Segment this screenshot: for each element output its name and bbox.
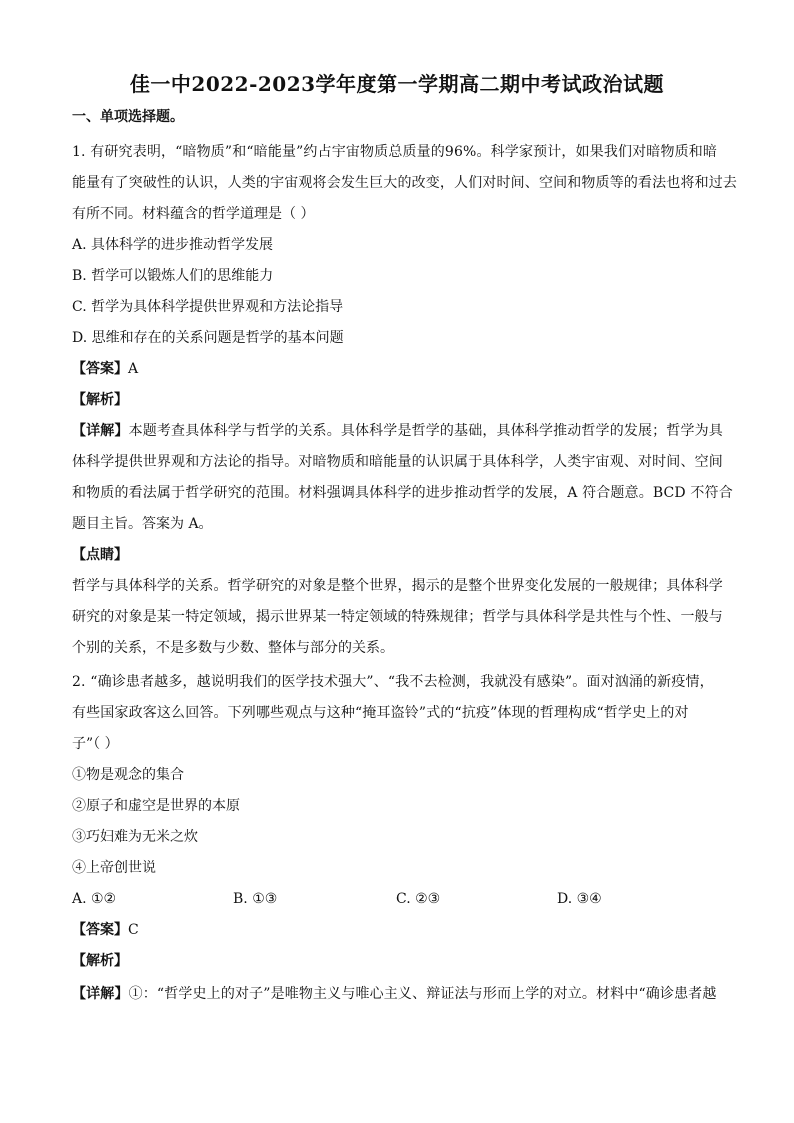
q1-option-a: A. 具体科学的进步推动哲学发展 [72, 237, 274, 253]
q1-option-d: D. 思维和存在的关系问题是哲学的基本问题 [72, 330, 344, 346]
detail-label: 【详解】 [72, 423, 129, 439]
q1-stem-line-3: 有所不同。材料蕴含的哲学道理是（ ） [72, 206, 315, 222]
q2-analysis-label: 【解析】 [72, 953, 128, 969]
q1-stem-line-2: 能量有了突破性的认识，人类的宇宙观将会发生巨大的改变，人们对时间、空间和物质等的看法也将和过去 [72, 175, 738, 191]
answer-label: 【答案】 [72, 922, 128, 938]
q1-tip-line-2: 研究的对象是某一特定领域，揭示世界某一特定领域的特殊规律；哲学与具体科学是共性与个性、一般与 [72, 609, 723, 625]
q2-choice-d: D. ③④ [557, 891, 602, 907]
detail-text: ①：“哲学史上的对子”是唯物主义与唯心主义、辩证法与形而上学的对立。材料中“确诊患者越 [128, 986, 717, 1002]
answer-value: C [128, 922, 139, 938]
q1-stem-line-1: 1. 有研究表明，“暗物质”和“暗能量”约占宇宙物质总质量的96%。科学家预计，如果我们对暗物质和暗 [72, 144, 718, 160]
q2-answer [72, 921, 722, 939]
q1-option-b: B. 哲学可以锻炼人们的思维能力 [72, 268, 274, 284]
q1-answer [72, 360, 722, 378]
answer-value: A [128, 361, 139, 377]
section-heading: 一、单项选择题。 [72, 109, 184, 125]
q1-tip-line-1: 哲学与具体科学的关系。哲学研究的对象是整个世界，揭示的是整个世界变化发展的一般规律；具体科学 [72, 578, 723, 594]
q1-option-c: C. 哲学为具体科学提供世界观和方法论指导 [72, 299, 344, 315]
q2-item-4: ④上帝创世说 [72, 860, 156, 876]
q1-detail-line-3: 和物质的看法属于哲学研究的范围。材料强调具体科学的进步推动哲学的发展，A 符合题意。BCD 不符合 [72, 485, 733, 501]
q2-stem-line-2: 有些国家政客这么回答。下列哪些观点与这种“掩耳盗铃”式的“抗疫”体现的哲理构成“哲学史上的对 [72, 705, 689, 721]
q2-stem-line-3: 子”（ ） [72, 736, 119, 752]
detail-text: 本题考查具体科学与哲学的关系。具体科学是哲学的基础，具体科学推动哲学的发展；哲学为具 [128, 423, 723, 439]
q2-choice-a: A. ①② [72, 891, 117, 907]
q1-detail-line-2: 体科学提供世界观和方法论的指导。对暗物质和暗能量的认识属于具体科学，人类宇宙观、对时间、空间 [72, 454, 723, 470]
q2-detail-line-1 [72, 985, 722, 1003]
q2-stem-line-1: 2. “确诊患者越多，越说明我们的医学技术强大”、“我不去检测，我就没有感染”。面对汹涌的新疫情， [72, 674, 714, 690]
q1-analysis-label: 【解析】 [72, 392, 128, 408]
q1-tip-label: 【点睛】 [72, 547, 128, 563]
q1-detail-line-1 [72, 422, 722, 440]
answer-label: 【答案】 [72, 361, 128, 377]
page-title: 佳一中2022-2023学年度第一学期高二期中考试政治试题 [129, 72, 665, 96]
q2-item-2: ②原子和虚空是世界的本原 [72, 798, 240, 814]
q2-choice-b: B. ①③ [233, 891, 278, 907]
q1-detail-line-4: 题目主旨。答案为 A。 [72, 516, 213, 532]
q2-item-1: ①物是观念的集合 [72, 767, 184, 783]
detail-label: 【详解】 [72, 986, 129, 1002]
q1-tip-line-3: 个别的关系，不是多数与少数、整体与部分的关系。 [72, 640, 394, 656]
q2-item-3: ③巧妇难为无米之炊 [72, 829, 198, 845]
q2-choice-c: C. ②③ [396, 891, 441, 907]
